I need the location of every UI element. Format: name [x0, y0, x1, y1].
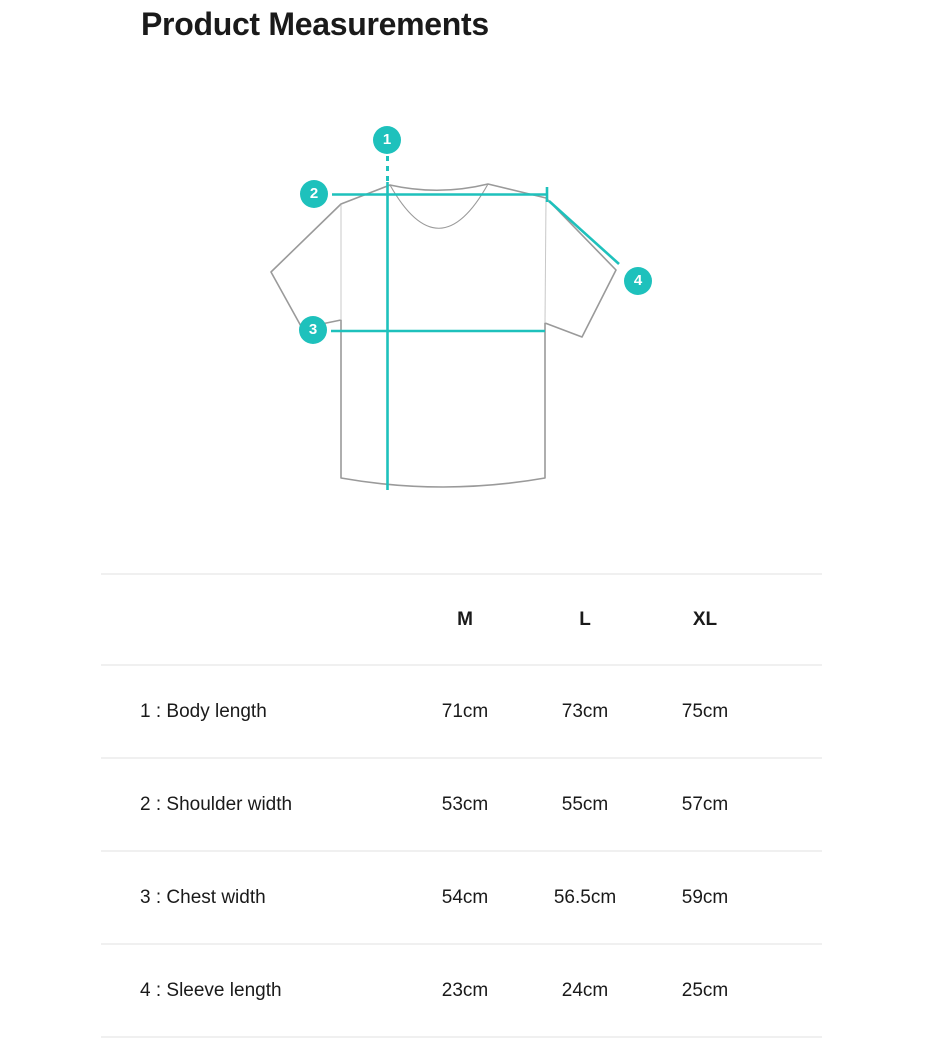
spacer-cell	[765, 944, 822, 1037]
measurement-value-l: 73cm	[561, 700, 609, 722]
measurement-value-m: 71cm	[441, 700, 489, 722]
measurement-label: 1 : Body length	[140, 700, 267, 722]
size-header-empty-cell	[101, 574, 405, 665]
size-header-m: M	[457, 608, 473, 630]
marker-badge-3: 3	[299, 316, 327, 344]
marker-badge-1: 1	[373, 126, 401, 154]
spacer-cell	[765, 851, 822, 944]
tshirt-measurement-diagram	[0, 0, 938, 520]
measurement-value-m: 53cm	[441, 793, 489, 815]
table-row-chest-width	[101, 851, 822, 944]
spacer-cell	[765, 665, 822, 758]
table-row-sleeve-length	[101, 944, 822, 1037]
measurement-label: 4 : Sleeve length	[140, 979, 282, 1001]
measurements-table	[101, 573, 822, 1038]
table-row-shoulder-width	[101, 758, 822, 851]
size-header-xl: XL	[692, 608, 718, 630]
marker-badge-2: 2	[300, 180, 328, 208]
measurement-value-m: 23cm	[441, 979, 489, 1001]
measurement-value-l: 55cm	[561, 793, 609, 815]
measurement-value-xl: 57cm	[681, 793, 729, 815]
measurement-label: 3 : Chest width	[140, 886, 266, 908]
measurement-value-xl: 75cm	[681, 700, 729, 722]
measurement-value-l: 24cm	[561, 979, 609, 1001]
measurement-value-l: 56.5cm	[553, 886, 617, 908]
spacer-cell	[765, 574, 822, 665]
spacer-cell	[765, 758, 822, 851]
table-row-body-length	[101, 665, 822, 758]
page-title: Product Measurements	[141, 6, 489, 42]
size-header-l: L	[579, 608, 591, 630]
measurement-value-xl: 59cm	[681, 886, 729, 908]
measurement-value-xl: 25cm	[681, 979, 729, 1001]
size-header-row	[101, 574, 822, 665]
measurement-label: 2 : Shoulder width	[140, 793, 293, 815]
marker-badge-4: 4	[624, 267, 652, 295]
measurement-value-m: 54cm	[441, 886, 489, 908]
